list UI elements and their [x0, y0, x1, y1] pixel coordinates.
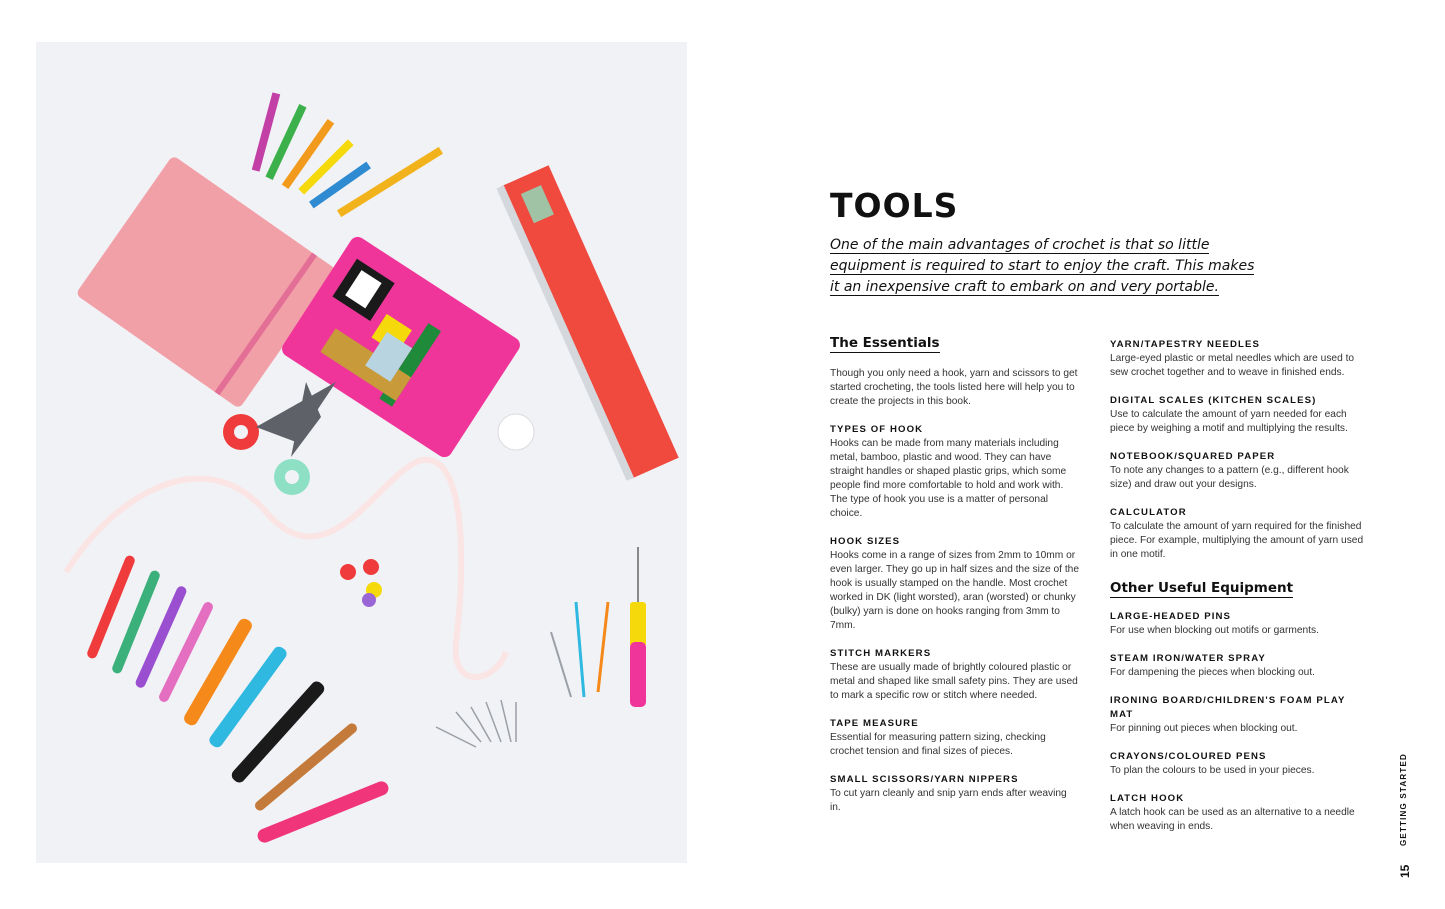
item-heading: HOOK SIZES	[830, 536, 901, 547]
item-body: Essential for measuring pattern sizing, checking crochet tension and final sizes of pieces.	[830, 732, 1046, 757]
item-heading: CRAYONS/COLOURED PENS	[1110, 751, 1267, 762]
crayons-icon	[252, 92, 443, 217]
item-body: For use when blocking out motifs or garments.	[1110, 625, 1319, 636]
section-label-text: GETTING STARTED	[1399, 753, 1408, 846]
item-heading: CALCULATOR	[1110, 507, 1187, 518]
item-small-scissors	[830, 773, 1080, 815]
intro-text	[830, 235, 1280, 298]
item-yarn-needles	[1110, 338, 1365, 380]
essentials-column	[830, 334, 1080, 829]
item-body: A latch hook can be used as an alternative to a needle when weaving in ends.	[1110, 807, 1355, 832]
item-steam-iron	[1110, 652, 1365, 680]
item-heading: STEAM IRON/WATER SPRAY	[1110, 653, 1266, 664]
tools-photo	[36, 42, 687, 863]
item-heading: LATCH HOOK	[1110, 793, 1185, 804]
item-heading: TYPES OF HOOK	[830, 424, 924, 435]
item-notebook	[1110, 450, 1365, 492]
item-body: For pinning out pieces when blocking out.	[1110, 723, 1298, 734]
item-heading: YARN/TAPESTRY NEEDLES	[1110, 339, 1260, 350]
item-heading: SMALL SCISSORS/YARN NIPPERS	[830, 774, 1019, 785]
other-equipment-heading: Other Useful Equipment	[1110, 580, 1294, 596]
item-large-headed-pins	[1110, 610, 1365, 638]
item-body: To calculate the amount of yarn required for the finished piece. For example, multiplying the amount of yarn used in one motif.	[1110, 521, 1364, 560]
page-number-text: 15	[1398, 864, 1412, 878]
essentials-intro: Though you only need a hook, yarn and scissors to get started crocheting, the tools listed here will help you to create the projects in this book.	[830, 368, 1078, 407]
item-stitch-markers	[830, 647, 1080, 703]
item-heading: NOTEBOOK/SQUARED PAPER	[1110, 451, 1276, 462]
item-body: Hooks come in a range of sizes from 2mm to 10mm or even larger. They go up in half sizes and the size of the hook is usually stamped on the handle. Most crochet worked in DK (light worsted), aran (worsted) or chunky (bulky) yarn is done on hooks ranging from 3mm to 7mm.	[830, 550, 1079, 631]
item-crayons	[1110, 750, 1365, 778]
item-heading: DIGITAL SCALES (KITCHEN SCALES)	[1110, 395, 1317, 406]
item-digital-scales	[1110, 394, 1365, 436]
item-tape-measure	[830, 717, 1080, 759]
latch-hook-icon	[630, 547, 646, 707]
stitch-markers-icon	[340, 559, 382, 607]
pins-icon	[436, 700, 516, 747]
item-types-of-hook	[830, 423, 1080, 521]
intro-line-2: equipment is required to start to enjoy the craft. This makes	[830, 258, 1255, 274]
tools-illustration	[36, 42, 687, 863]
notebook-icon	[75, 155, 336, 409]
item-ironing-board	[1110, 694, 1365, 736]
section-label	[1399, 736, 1413, 846]
item-body: To cut yarn cleanly and snip yarn ends after weaving in.	[830, 788, 1067, 813]
item-heading: IRONING BOARD/CHILDREN'S FOAM PLAY MAT	[1110, 695, 1346, 720]
item-heading: LARGE-HEADED PINS	[1110, 611, 1232, 622]
crochet-hooks-icon	[86, 554, 391, 845]
page-title: TOOLS	[830, 186, 959, 225]
item-heading: TAPE MEASURE	[830, 718, 919, 729]
item-body: Use to calculate the amount of yarn needed for each piece by weighing a motif and multiplying the results.	[1110, 409, 1348, 434]
intro-line-1: One of the main advantages of crochet is that so little	[830, 237, 1210, 253]
item-body: Large-eyed plastic or metal needles which are used to sew crochet together and to weave in finished ends.	[1110, 353, 1355, 378]
item-heading: STITCH MARKERS	[830, 648, 932, 659]
item-body: To plan the colours to be used in your pieces.	[1110, 765, 1315, 776]
needles-icon	[551, 602, 608, 697]
essentials-heading: The Essentials	[830, 335, 940, 351]
intro-line-3: it an inexpensive craft to embark on and very portable.	[830, 279, 1219, 295]
item-body: Hooks can be made from many materials including metal, bamboo, plastic and wood. They can have straight handles or shaped plastic grips, which some people find more comfortable to hold and work with. The type of hook you use is a matter of personal choice.	[830, 438, 1067, 519]
page-number	[1397, 860, 1413, 878]
item-body: To note any changes to a pattern (e.g., different hook size) and draw out your designs.	[1110, 465, 1349, 490]
right-column	[1110, 338, 1365, 848]
item-latch-hook	[1110, 792, 1365, 834]
item-body: These are usually made of brightly coloured plastic or metal and shaped like small safety pins. They are used to mark a specific row or stitch where needed.	[830, 662, 1078, 701]
item-body: For dampening the pieces when blocking out.	[1110, 667, 1316, 678]
item-hook-sizes	[830, 535, 1080, 633]
item-calculator	[1110, 506, 1365, 562]
